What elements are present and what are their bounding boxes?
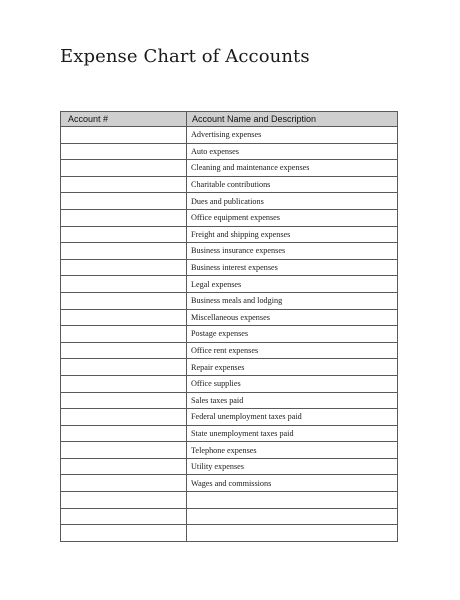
account-number-cell: [61, 458, 187, 475]
account-name-header: Account Name and Description: [187, 112, 398, 127]
table-row: [61, 243, 398, 260]
account-name-cell: Auto expenses: [187, 143, 398, 160]
account-number-cell: [61, 326, 187, 343]
table-row: [61, 375, 398, 392]
account-number-cell: [61, 292, 187, 309]
account-name-cell: Business interest expenses: [187, 259, 398, 276]
table-row: [61, 292, 398, 309]
table-row: [61, 342, 398, 359]
account-number-header: Account #: [61, 112, 187, 127]
account-number-cell: [61, 226, 187, 243]
account-name-cell: Postage expenses: [187, 326, 398, 343]
account-number-cell: [61, 259, 187, 276]
account-name-cell: State unemployment taxes paid: [187, 425, 398, 442]
account-name-cell: Office rent expenses: [187, 342, 398, 359]
table-row: [61, 226, 398, 243]
account-name-cell: Business insurance expenses: [187, 243, 398, 260]
account-name-cell: Federal unemployment taxes paid: [187, 409, 398, 426]
account-name-cell: Advertising expenses: [187, 127, 398, 144]
table-row: [61, 209, 398, 226]
account-number-cell: [61, 359, 187, 376]
account-number-cell: [61, 243, 187, 260]
account-number-cell: [61, 375, 187, 392]
account-name-cell: Cleaning and maintenance expenses: [187, 160, 398, 177]
account-name-cell: Office supplies: [187, 375, 398, 392]
account-name-cell: [187, 492, 398, 509]
table-row: [61, 259, 398, 276]
account-number-cell: [61, 127, 187, 144]
account-number-cell: [61, 492, 187, 509]
account-name-cell: Office equipment expenses: [187, 209, 398, 226]
account-number-cell: [61, 525, 187, 542]
account-number-cell: [61, 508, 187, 525]
account-name-cell: Utility expenses: [187, 458, 398, 475]
table-row: [61, 508, 398, 525]
table-row: [61, 160, 398, 177]
table-row: [61, 359, 398, 376]
table-row: [61, 392, 398, 409]
account-number-cell: [61, 342, 187, 359]
table-row: [61, 326, 398, 343]
account-name-cell: Repair expenses: [187, 359, 398, 376]
account-name-cell: Business meals and lodging: [187, 292, 398, 309]
account-number-cell: [61, 309, 187, 326]
table-row: [61, 176, 398, 193]
table-header-row: [61, 112, 398, 127]
account-number-cell: [61, 176, 187, 193]
table-row: [61, 442, 398, 459]
account-number-cell: [61, 193, 187, 210]
table-row: [61, 409, 398, 426]
table-row: [61, 127, 398, 144]
table-row: [61, 143, 398, 160]
account-name-cell: Sales taxes paid: [187, 392, 398, 409]
account-name-cell: Charitable contributions: [187, 176, 398, 193]
account-number-cell: [61, 276, 187, 293]
account-name-cell: Dues and publications: [187, 193, 398, 210]
table-body: [61, 127, 398, 542]
table-row: [61, 309, 398, 326]
table-row: [61, 193, 398, 210]
account-number-cell: [61, 143, 187, 160]
account-number-cell: [61, 409, 187, 426]
account-name-cell: Miscellaneous expenses: [187, 309, 398, 326]
chart-of-accounts-table: [60, 111, 398, 542]
account-name-cell: Telephone expenses: [187, 442, 398, 459]
account-name-cell: [187, 508, 398, 525]
account-name-cell: Legal expenses: [187, 276, 398, 293]
table-row: [61, 458, 398, 475]
table-row: [61, 276, 398, 293]
account-number-cell: [61, 425, 187, 442]
account-number-cell: [61, 392, 187, 409]
account-number-cell: [61, 160, 187, 177]
account-number-cell: [61, 442, 187, 459]
table-row: [61, 425, 398, 442]
account-name-cell: [187, 525, 398, 542]
account-name-cell: Freight and shipping expenses: [187, 226, 398, 243]
account-name-cell: Wages and commissions: [187, 475, 398, 492]
account-number-cell: [61, 209, 187, 226]
table-row: [61, 475, 398, 492]
table-row: [61, 525, 398, 542]
table-row: [61, 492, 398, 509]
account-number-cell: [61, 475, 187, 492]
page-title: Expense Chart of Accounts: [60, 46, 310, 67]
